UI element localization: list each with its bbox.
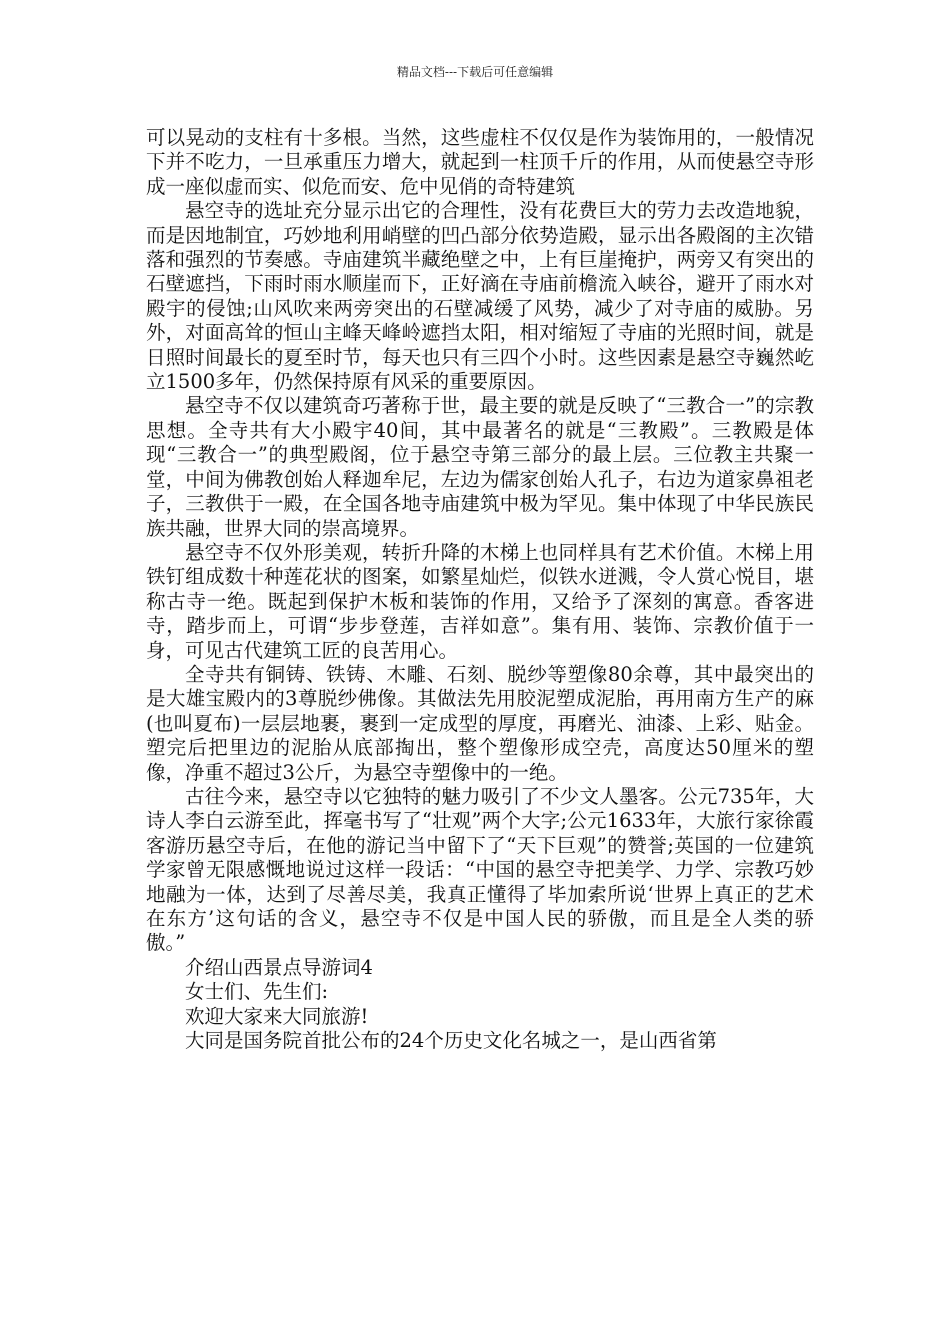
paragraph-1: 可以晃动的支柱有十多根。当然，这些虚柱不仅仅是作为装饰用的，一般情况下并不吃力，一旦承重压力增大，就起到一柱顶千斤的作用，从而使悬空寺形成一座似虚而实、似危而安、危中见俏的奇特建筑: [146, 126, 814, 198]
paragraph-datong: 大同是国务院首批公布的24个历史文化名城之一，是山西省第: [185, 1029, 717, 1053]
paragraph-3: 悬空寺不仅以建筑奇巧著称于世，最主要的就是反映了“三教合一”的宗教思想。全寺共有大小殿宇40间，其中最著名的就是“三教殿”。三教殿是体现“三教合一”的典型殿阁，位于悬空寺第三部分的最上层。三位教主共聚一堂，中间为佛教创始人释迦牟尼，左边为儒家创始人孔子，右边为道家鼻祖老子，三教供于一殿，在全国各地寺庙建筑中极为罕见。集中体现了中华民族民族共融，世界大同的崇高境界。: [146, 394, 814, 540]
paragraph-4: 悬空寺不仅外形美观，转折升降的木梯上也同样具有艺术价值。木梯上用铁钉组成数十种莲花状的图案，如繁星灿烂，似铁水迸溅，令人赏心悦目，堪称古寺一绝。既起到保护木板和装饰的作用，又给予了深刻的寓意。香客进寺，踏步而上，可谓“步步登莲，吉祥如意”。集有用、装饰、宗教价值于一身，可见古代建筑工匠的良苦用心。: [146, 540, 814, 662]
paragraph-5: 全寺共有铜铸、铁铸、木雕、石刻、脱纱等塑像80余尊，其中最突出的是大雄宝殿内的3尊脱纱佛像。其做法先用胶泥塑成泥胎，再用南方生产的麻(也叫夏布)一层层地裹，裹到一定成型的厚度，再磨光、油漆、上彩、贴金。塑完后把里边的泥胎从底部掏出，整个塑像形成空壳，高度达50厘米的塑像，净重不超过3公斤，为悬空寺塑像中的一绝。: [146, 662, 814, 784]
section-heading: 介绍山西景点导游词4: [185, 955, 373, 979]
greeting-line: 女士们、先生们:: [185, 980, 329, 1004]
page-header: 精品文档---下载后可任意编辑: [396, 65, 554, 79]
paragraph-6: 古往今来，悬空寺以它独特的魅力吸引了不少文人墨客。公元735年，大诗人李白云游至此，挥毫书写了“壮观”两个大字;公元1633年，大旅行家徐霞客游历悬空寺后，在他的游记当中留下了“天下巨观”的赞誉;英国的一位建筑学家曾无限感慨地说过这样一段话：“中国的悬空寺把美学、力学、宗教巧妙地融为一体，达到了尽善尽美，我真正懂得了毕加索所说‘世界上真正的艺术在东方’这句话的含义，悬空寺不仅是中国人民的骄傲，而且是全人类的骄傲。”: [146, 784, 814, 955]
document-body: [146, 126, 814, 1053]
welcome-line: 欢迎大家来大同旅游!: [185, 1004, 369, 1028]
paragraph-2: 悬空寺的选址充分显示出它的合理性，没有花费巨大的劳力去改造地貌，而是因地制宜，巧妙地利用峭壁的凹凸部分依势造殿，显示出各殿阁的主次错落和强烈的节奏感。寺庙建筑半藏绝壁之中，上有巨崖掩护，两旁又有突出的石壁遮挡，下雨时雨水顺崖而下，正好滴在寺庙前檐流入峡谷，避开了雨水对殿宇的侵蚀;山风吹来两旁突出的石壁减缓了风势，减少了对寺庙的威胁。另外，对面高耸的恒山主峰天峰岭遮挡太阳，相对缩短了寺庙的光照时间，就是日照时间最长的夏至时节，每天也只有三四个小时。这些因素是悬空寺巍然屹立1500多年，仍然保持原有风采的重要原因。: [146, 199, 814, 394]
